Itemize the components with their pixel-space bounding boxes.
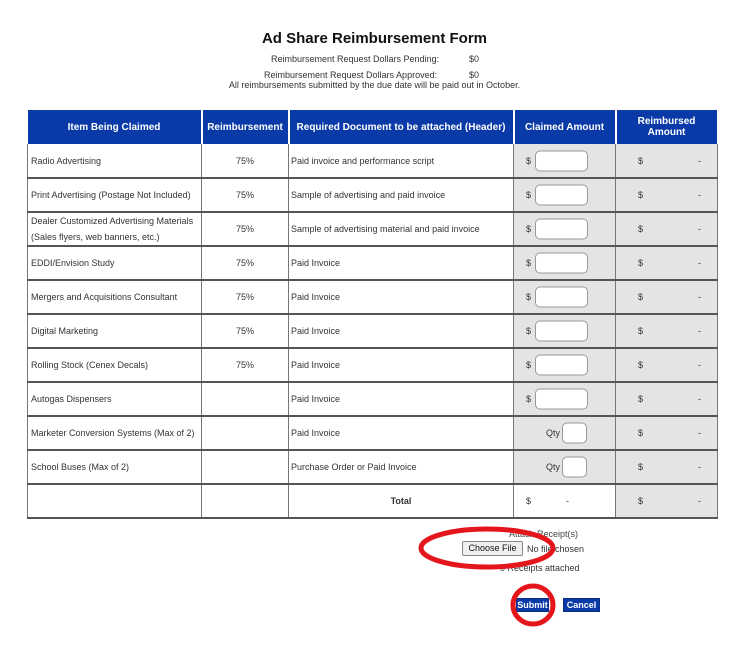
reimbursed-cell [616, 314, 718, 348]
total-empty-cell [28, 484, 202, 518]
document-cell: Paid Invoice [289, 280, 514, 314]
reimbursement-cell [202, 450, 289, 484]
reimbursed-cell [616, 280, 718, 314]
header-reimbursed: Reimbursed Amount [616, 110, 718, 144]
reimbursed-value: - [698, 428, 701, 438]
document-cell: Paid Invoice [289, 416, 514, 450]
claimed-cell [514, 450, 616, 484]
claimed-cell [514, 416, 616, 450]
qty-label: Qty [546, 428, 561, 438]
claimed-amount-input[interactable] [535, 150, 588, 171]
reimbursed-cell [616, 212, 718, 246]
claimed-amount-input[interactable] [535, 185, 588, 206]
table-row [28, 144, 718, 178]
total-claimed-cell [514, 484, 616, 518]
claimed-cell [514, 246, 616, 280]
claimed-cell [514, 382, 616, 416]
submit-button[interactable]: Submit [517, 600, 548, 610]
reimbursement-cell: 75% [202, 314, 289, 348]
total-reimbursed-currency: $ [638, 496, 644, 506]
claimed-cell [514, 314, 616, 348]
claimed-cell [514, 144, 616, 178]
document-cell: Paid Invoice [289, 348, 514, 382]
reimbursement-cell: 75% [202, 348, 289, 382]
total-empty-cell [202, 484, 289, 518]
reimbursed-currency: $ [638, 394, 644, 404]
form-title: Ad Share Reimbursement Form [261, 30, 488, 47]
item-cell: School Buses (Max of 2) [28, 450, 202, 484]
currency-symbol: $ [526, 190, 532, 200]
claimed-cell [514, 348, 616, 382]
reimbursement-cell: 75% [202, 212, 289, 246]
header-document: Required Document to be attached (Header) [289, 110, 514, 144]
table-row [28, 382, 718, 416]
reimbursed-cell [616, 246, 718, 280]
item-cell: Rolling Stock (Cenex Decals) [28, 348, 202, 382]
reimbursement-cell [202, 416, 289, 450]
document-cell: Paid Invoice [289, 246, 514, 280]
reimbursed-value: - [698, 462, 701, 472]
reimbursed-value: - [698, 155, 701, 166]
reimbursement-cell: 75% [202, 280, 289, 314]
currency-symbol: $ [526, 394, 532, 404]
item-label: Dealer Customized Advertising Materials [31, 216, 194, 226]
reimbursed-cell [616, 178, 718, 212]
document-cell: Sample of advertising and paid invoice [289, 178, 514, 212]
pending-value: $0 [469, 54, 480, 64]
currency-symbol: $ [526, 224, 532, 234]
item-cell: Marketer Conversion Systems (Max of 2) [28, 416, 202, 450]
currency-symbol: $ [526, 155, 532, 166]
table-row [28, 348, 718, 382]
header-reimbursement: Reimbursement [202, 110, 289, 144]
reimbursed-currency: $ [638, 190, 644, 200]
reimbursed-currency: $ [638, 462, 644, 472]
reimbursement-cell: 75% [202, 178, 289, 212]
total-reimbursed-cell [616, 484, 718, 518]
qty-label: Qty [546, 462, 561, 472]
claimed-amount-input[interactable] [535, 253, 588, 274]
document-cell: Purchase Order or Paid Invoice [289, 450, 514, 484]
item-cell: Mergers and Acquisitions Consultant [28, 280, 202, 314]
claimed-cell [514, 280, 616, 314]
table-row [28, 280, 718, 314]
total-reimbursed-value: - [698, 496, 701, 506]
reimbursed-currency: $ [638, 292, 644, 302]
reimbursed-currency: $ [638, 155, 644, 166]
document-cell: Sample of advertising material and paid invoice [289, 212, 514, 246]
total-row [28, 484, 718, 518]
reimbursement-cell: 75% [202, 144, 289, 178]
item-cell: Autogas Dispensers [28, 382, 202, 416]
attach-receipts-label: Attach Receipt(s) [509, 529, 579, 539]
claimed-amount-input[interactable] [535, 287, 588, 308]
reimbursed-value: - [698, 258, 701, 268]
reimbursed-cell [616, 450, 718, 484]
reimbursed-value: - [698, 360, 701, 370]
currency-symbol: $ [526, 360, 532, 370]
reimbursed-currency: $ [638, 258, 644, 268]
pending-label: Reimbursement Request Dollars Pending: [271, 54, 440, 64]
document-cell: Paid Invoice [289, 314, 514, 348]
reimbursement-cell: 75% [202, 246, 289, 280]
cancel-button[interactable]: Cancel [563, 598, 600, 612]
claimed-cell [514, 178, 616, 212]
header-item: Item Being Claimed [28, 110, 202, 144]
item-sublabel: (Sales flyers, web banners, etc.) [31, 232, 160, 242]
claimed-amount-input[interactable] [535, 321, 588, 342]
currency-symbol: $ [526, 292, 532, 302]
reimbursed-value: - [698, 394, 701, 404]
total-label: Total [289, 484, 514, 518]
reimbursed-cell [616, 416, 718, 450]
claimed-amount-input[interactable] [535, 389, 588, 410]
approved-label: Reimbursement Request Dollars Approved: [264, 70, 438, 80]
item-cell: Radio Advertising [28, 144, 202, 178]
claimed-cell [514, 212, 616, 246]
quantity-input[interactable] [562, 457, 587, 478]
total-claimed-currency: $ [526, 496, 532, 506]
header-claimed: Claimed Amount [514, 110, 616, 144]
reimbursed-value: - [698, 326, 701, 336]
table-header-row [28, 110, 718, 144]
reimbursed-currency: $ [638, 326, 644, 336]
table-row [28, 314, 718, 348]
table-row [28, 246, 718, 280]
reimbursed-cell [616, 348, 718, 382]
file-status-text: No file chosen [527, 544, 585, 554]
document-cell: Paid Invoice [289, 382, 514, 416]
payout-note: All reimbursements submitted by the due date will be paid out in October. [228, 80, 521, 90]
table-row [28, 450, 718, 484]
reimbursed-cell [616, 144, 718, 178]
approved-value: $0 [469, 70, 480, 80]
choose-file-button[interactable]: Choose File [462, 541, 523, 556]
reimbursed-value: - [698, 292, 701, 302]
reimbursed-value: - [698, 224, 701, 234]
item-cell: Digital Marketing [28, 314, 202, 348]
document-cell: Paid invoice and performance script [289, 144, 514, 178]
reimbursed-currency: $ [638, 224, 644, 234]
table-row [28, 212, 718, 246]
total-claimed-value: - [566, 496, 569, 506]
currency-symbol: $ [526, 258, 532, 268]
quantity-input[interactable] [562, 423, 587, 444]
item-cell: Print Advertising (Postage Not Included) [28, 178, 202, 212]
item-cell: EDDI/Envision Study [28, 246, 202, 280]
table-row [28, 178, 718, 212]
item-cell [28, 212, 202, 246]
currency-symbol: $ [526, 326, 532, 336]
reimbursed-value: - [698, 190, 701, 200]
reimbursed-cell [616, 382, 718, 416]
receipts-count: 0 Receipts attached [500, 563, 580, 573]
claimed-amount-input[interactable] [535, 219, 588, 240]
reimbursed-currency: $ [638, 428, 644, 438]
reimbursed-currency: $ [638, 360, 644, 370]
claimed-amount-input[interactable] [535, 355, 588, 376]
reimbursement-cell [202, 382, 289, 416]
table-row [28, 416, 718, 450]
claims-table [27, 110, 719, 519]
